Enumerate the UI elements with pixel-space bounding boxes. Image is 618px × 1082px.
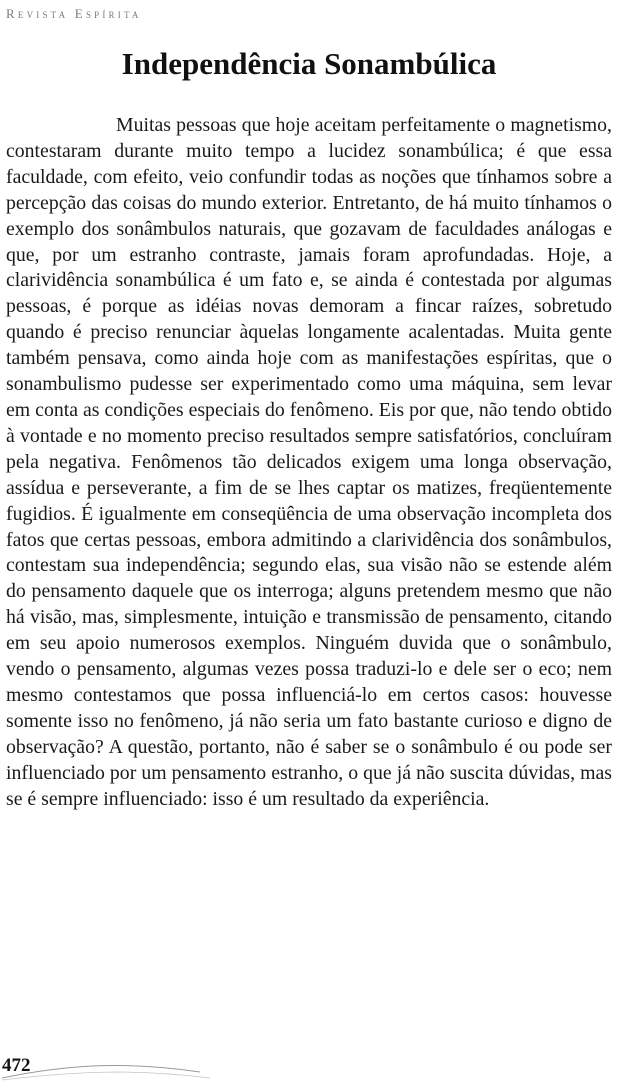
page-number: 472	[2, 1055, 31, 1076]
page-number-swash	[0, 1058, 220, 1082]
article-paragraph	[6, 113, 612, 812]
paragraph-text: Muitas pessoas que hoje aceitam perfeitamente o magnetismo, contestaram durante muito tempo a lucidez sonambúlica; é que essa faculdade, com efeito, veio confundir todas as noções que tínhamos sobre a percepção das coisas do mundo exterior. Entretanto, de há muito tínhamos o exemplo dos sonâmbulos naturais, que gozavam de faculdades análogas e que, por um estranho contraste, jamais foram aprofundadas. Hoje, a clarividência sonambúlica é um fato e, se ainda é contestada por algumas pessoas, é porque as idéias novas demoram a fincar raízes, sobretudo quando é preciso renunciar àquelas longamente acalentadas. Muita gente também pensava, como ainda hoje com as manifestações espíritas, que o sonambulismo pudesse ser experimentado como uma máquina, sem levar em conta as condições especiais do fenômeno. Eis por que, não tendo obtido à vontade e no momento preciso resultados sempre satisfatórios, concluíram pela negativa. Fenômenos tão delicados exigem uma longa observação, assídua e perseverante, a fim de se lhes captar os matizes, freqüentemente fugidios. É igualmente em conseqüência de uma observação incompleta dos fatos que certas pessoas, embora admitindo a clarividência dos sonâmbulos, contestam sua independência; segundo elas, sua visão não se estende além do pensamento daquele que os interroga; alguns pretendem mesmo que não há visão, mas, simplesmente, intuição e transmissão de pensamento, citando em seu apoio numerosos exemplos. Ninguém duvida que o sonâmbulo, vendo o pensamento, algumas vezes possa traduzi-lo e dele ser o eco; nem mesmo contestamos que possa influenciá-lo em certos casos: houvesse somente isso no fenômeno, já não seria um fato bastante curioso e digno de observação? A questão, portanto, não é saber se o sonâmbulo é ou pode ser influenciado por um pensamento estranho, o que já não suscita dúvidas, mas se é sempre influenciado: isso é um resultado da experiência.	[6, 114, 612, 810]
running-header: Revista Espírita	[6, 6, 142, 21]
article-title: Independência Sonambúlica	[121, 46, 497, 81]
